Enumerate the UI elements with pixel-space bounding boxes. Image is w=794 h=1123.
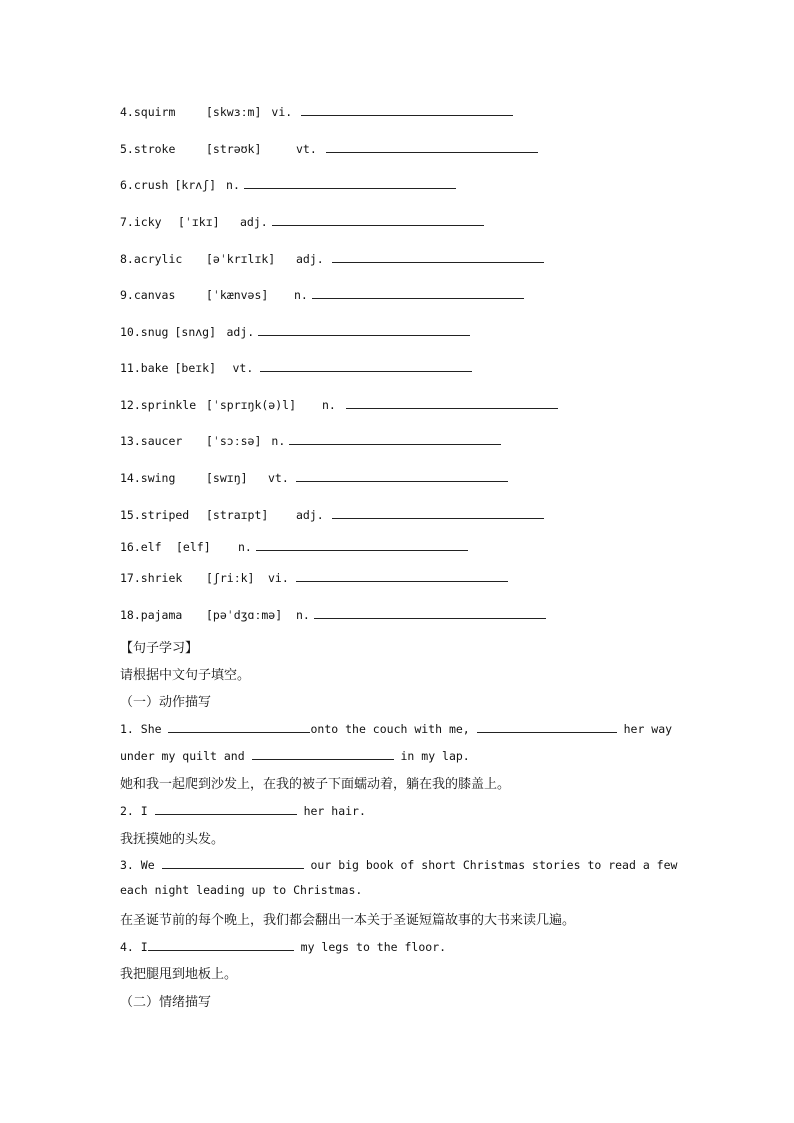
vocab-part-of-speech: adj. (226, 325, 255, 339)
vocab-part-of-speech: adj. (240, 215, 268, 229)
vocab-part-of-speech: n. (271, 434, 286, 448)
section-title: 【句子学习】 (120, 641, 199, 656)
sentence-text: her hair. (303, 804, 366, 818)
vocab-word: 6.crush (120, 178, 169, 192)
answer-blank[interactable] (289, 432, 501, 445)
vocab-word: 18.pajama (120, 608, 183, 622)
sentence-number: 3. We (120, 858, 155, 872)
vocab-part-of-speech: n. (294, 288, 308, 302)
vocab-part-of-speech: vt. (296, 142, 317, 156)
answer-blank[interactable] (155, 802, 297, 815)
vocab-phonetic: [ʃriːk] (206, 571, 255, 585)
vocab-word: 8.acrylic (120, 252, 183, 266)
vocab-part-of-speech: n. (226, 178, 240, 192)
sentence-number: 1. She (120, 722, 162, 736)
sentence-number: 4. I (120, 940, 148, 954)
answer-blank[interactable] (148, 938, 294, 951)
subsection-emotion: （二）情绪描写 (120, 995, 212, 1010)
vocab-row (120, 286, 524, 302)
sentence-text: our big book of short Christmas stories to read a few (310, 858, 678, 872)
answer-blank[interactable] (312, 286, 524, 299)
sentence-1-translation: 她和我一起爬到沙发上，在我的被子下面蠕动着，躺在我的膝盖上。 (120, 777, 511, 792)
vocab-row (120, 250, 544, 266)
vocab-word: 12.sprinkle (120, 398, 197, 412)
answer-blank[interactable] (332, 250, 544, 263)
vocab-word: 16.elf (120, 540, 162, 554)
vocab-word: 11.bake (120, 361, 169, 375)
vocab-row (120, 359, 472, 375)
sentence-3-line-2: each night leading up to Christmas. (120, 883, 363, 897)
answer-blank[interactable] (272, 213, 484, 226)
vocab-phonetic: [əˈkrɪlɪk] (206, 252, 276, 266)
sentence-3-translation: 在圣诞节前的每个晚上，我们都会翻出一本关于圣诞短篇故事的大书来读几遍。 (120, 913, 576, 928)
vocab-row (120, 469, 508, 485)
vocab-word: 14.swing (120, 471, 176, 485)
vocab-row (120, 213, 484, 229)
answer-blank[interactable] (326, 140, 538, 153)
sentence-4-translation: 我把腿甩到地板上。 (120, 967, 238, 982)
vocab-part-of-speech: adj. (296, 252, 324, 266)
vocab-phonetic: [snʌg] (174, 325, 217, 339)
sentence-1-line-2 (120, 747, 470, 763)
vocab-phonetic: [strəʊk] (206, 142, 262, 156)
vocab-word: 17.shriek (120, 571, 183, 585)
answer-blank[interactable] (252, 747, 394, 760)
sentence-number: 2. I (120, 804, 148, 818)
vocab-phonetic: [ˈsɔːsə] (206, 434, 262, 448)
answer-blank[interactable] (244, 176, 456, 189)
answer-blank[interactable] (258, 323, 470, 336)
sentence-2-translation: 我抚摸她的头发。 (120, 832, 225, 847)
vocab-row (120, 176, 456, 192)
sentence-4-line (120, 938, 446, 954)
vocab-part-of-speech: n. (296, 608, 310, 622)
answer-blank[interactable] (296, 569, 508, 582)
answer-blank[interactable] (301, 103, 513, 116)
answer-blank[interactable] (168, 720, 310, 733)
answer-blank[interactable] (314, 606, 546, 619)
vocab-row (120, 569, 508, 585)
sentence-text: in my lap. (400, 749, 470, 763)
subsection-action: （一）动作描写 (120, 695, 212, 710)
vocab-phonetic: [swɪŋ] (206, 471, 248, 485)
sentence-text: her way (623, 722, 673, 736)
vocab-phonetic: [ˈkænvəs] (206, 288, 269, 302)
vocab-word: 13.saucer (120, 434, 183, 448)
vocab-part-of-speech: n. (238, 540, 252, 554)
vocab-phonetic: [ˈsprɪŋk(ə)l] (206, 398, 297, 412)
vocab-part-of-speech: adj. (296, 508, 324, 522)
vocab-word: 5.stroke (120, 142, 176, 156)
answer-blank[interactable] (346, 396, 558, 409)
vocab-word: 15.striped (120, 508, 190, 522)
vocab-phonetic: [ˈɪkɪ] (178, 215, 220, 229)
vocab-word: 10.snug (120, 325, 169, 339)
vocab-row (120, 323, 470, 339)
answer-blank[interactable] (162, 856, 304, 869)
vocab-part-of-speech: vt. (268, 471, 289, 485)
answer-blank[interactable] (477, 720, 617, 733)
vocab-phonetic: [beɪk] (174, 361, 217, 375)
vocab-word: 4.squirm (120, 105, 176, 119)
answer-blank[interactable] (256, 538, 468, 551)
sentence-1-line-1 (120, 720, 672, 736)
vocab-row (120, 606, 546, 622)
sentence-text: onto the couch with me, (310, 722, 470, 736)
vocab-row (120, 396, 558, 412)
vocab-row (120, 432, 501, 448)
vocab-row (120, 538, 468, 554)
vocab-word: 7.icky (120, 215, 162, 229)
vocab-part-of-speech: n. (322, 398, 336, 412)
vocab-part-of-speech: vi. (268, 571, 289, 585)
answer-blank[interactable] (332, 506, 544, 519)
vocab-row (120, 140, 538, 156)
vocab-phonetic: [straɪpt] (206, 508, 269, 522)
vocab-phonetic: [elf] (176, 540, 211, 554)
answer-blank[interactable] (260, 359, 472, 372)
vocab-part-of-speech: vi. (271, 105, 293, 119)
answer-blank[interactable] (296, 469, 508, 482)
vocab-phonetic: [skwɜːm] (206, 105, 262, 119)
vocab-phonetic: [krʌʃ] (174, 178, 217, 192)
sentence-3-line-1 (120, 856, 677, 872)
vocab-phonetic: [pəˈdʒɑːmə] (206, 608, 283, 622)
vocab-row (120, 103, 513, 119)
vocab-part-of-speech: vt. (232, 361, 254, 375)
vocab-word: 9.canvas (120, 288, 176, 302)
sentence-text: under my quilt and (120, 749, 245, 763)
vocab-row (120, 506, 544, 522)
instruction: 请根据中文句子填空。 (120, 668, 251, 683)
sentence-2-line (120, 802, 366, 818)
sentence-text: my legs to the floor. (300, 940, 447, 954)
